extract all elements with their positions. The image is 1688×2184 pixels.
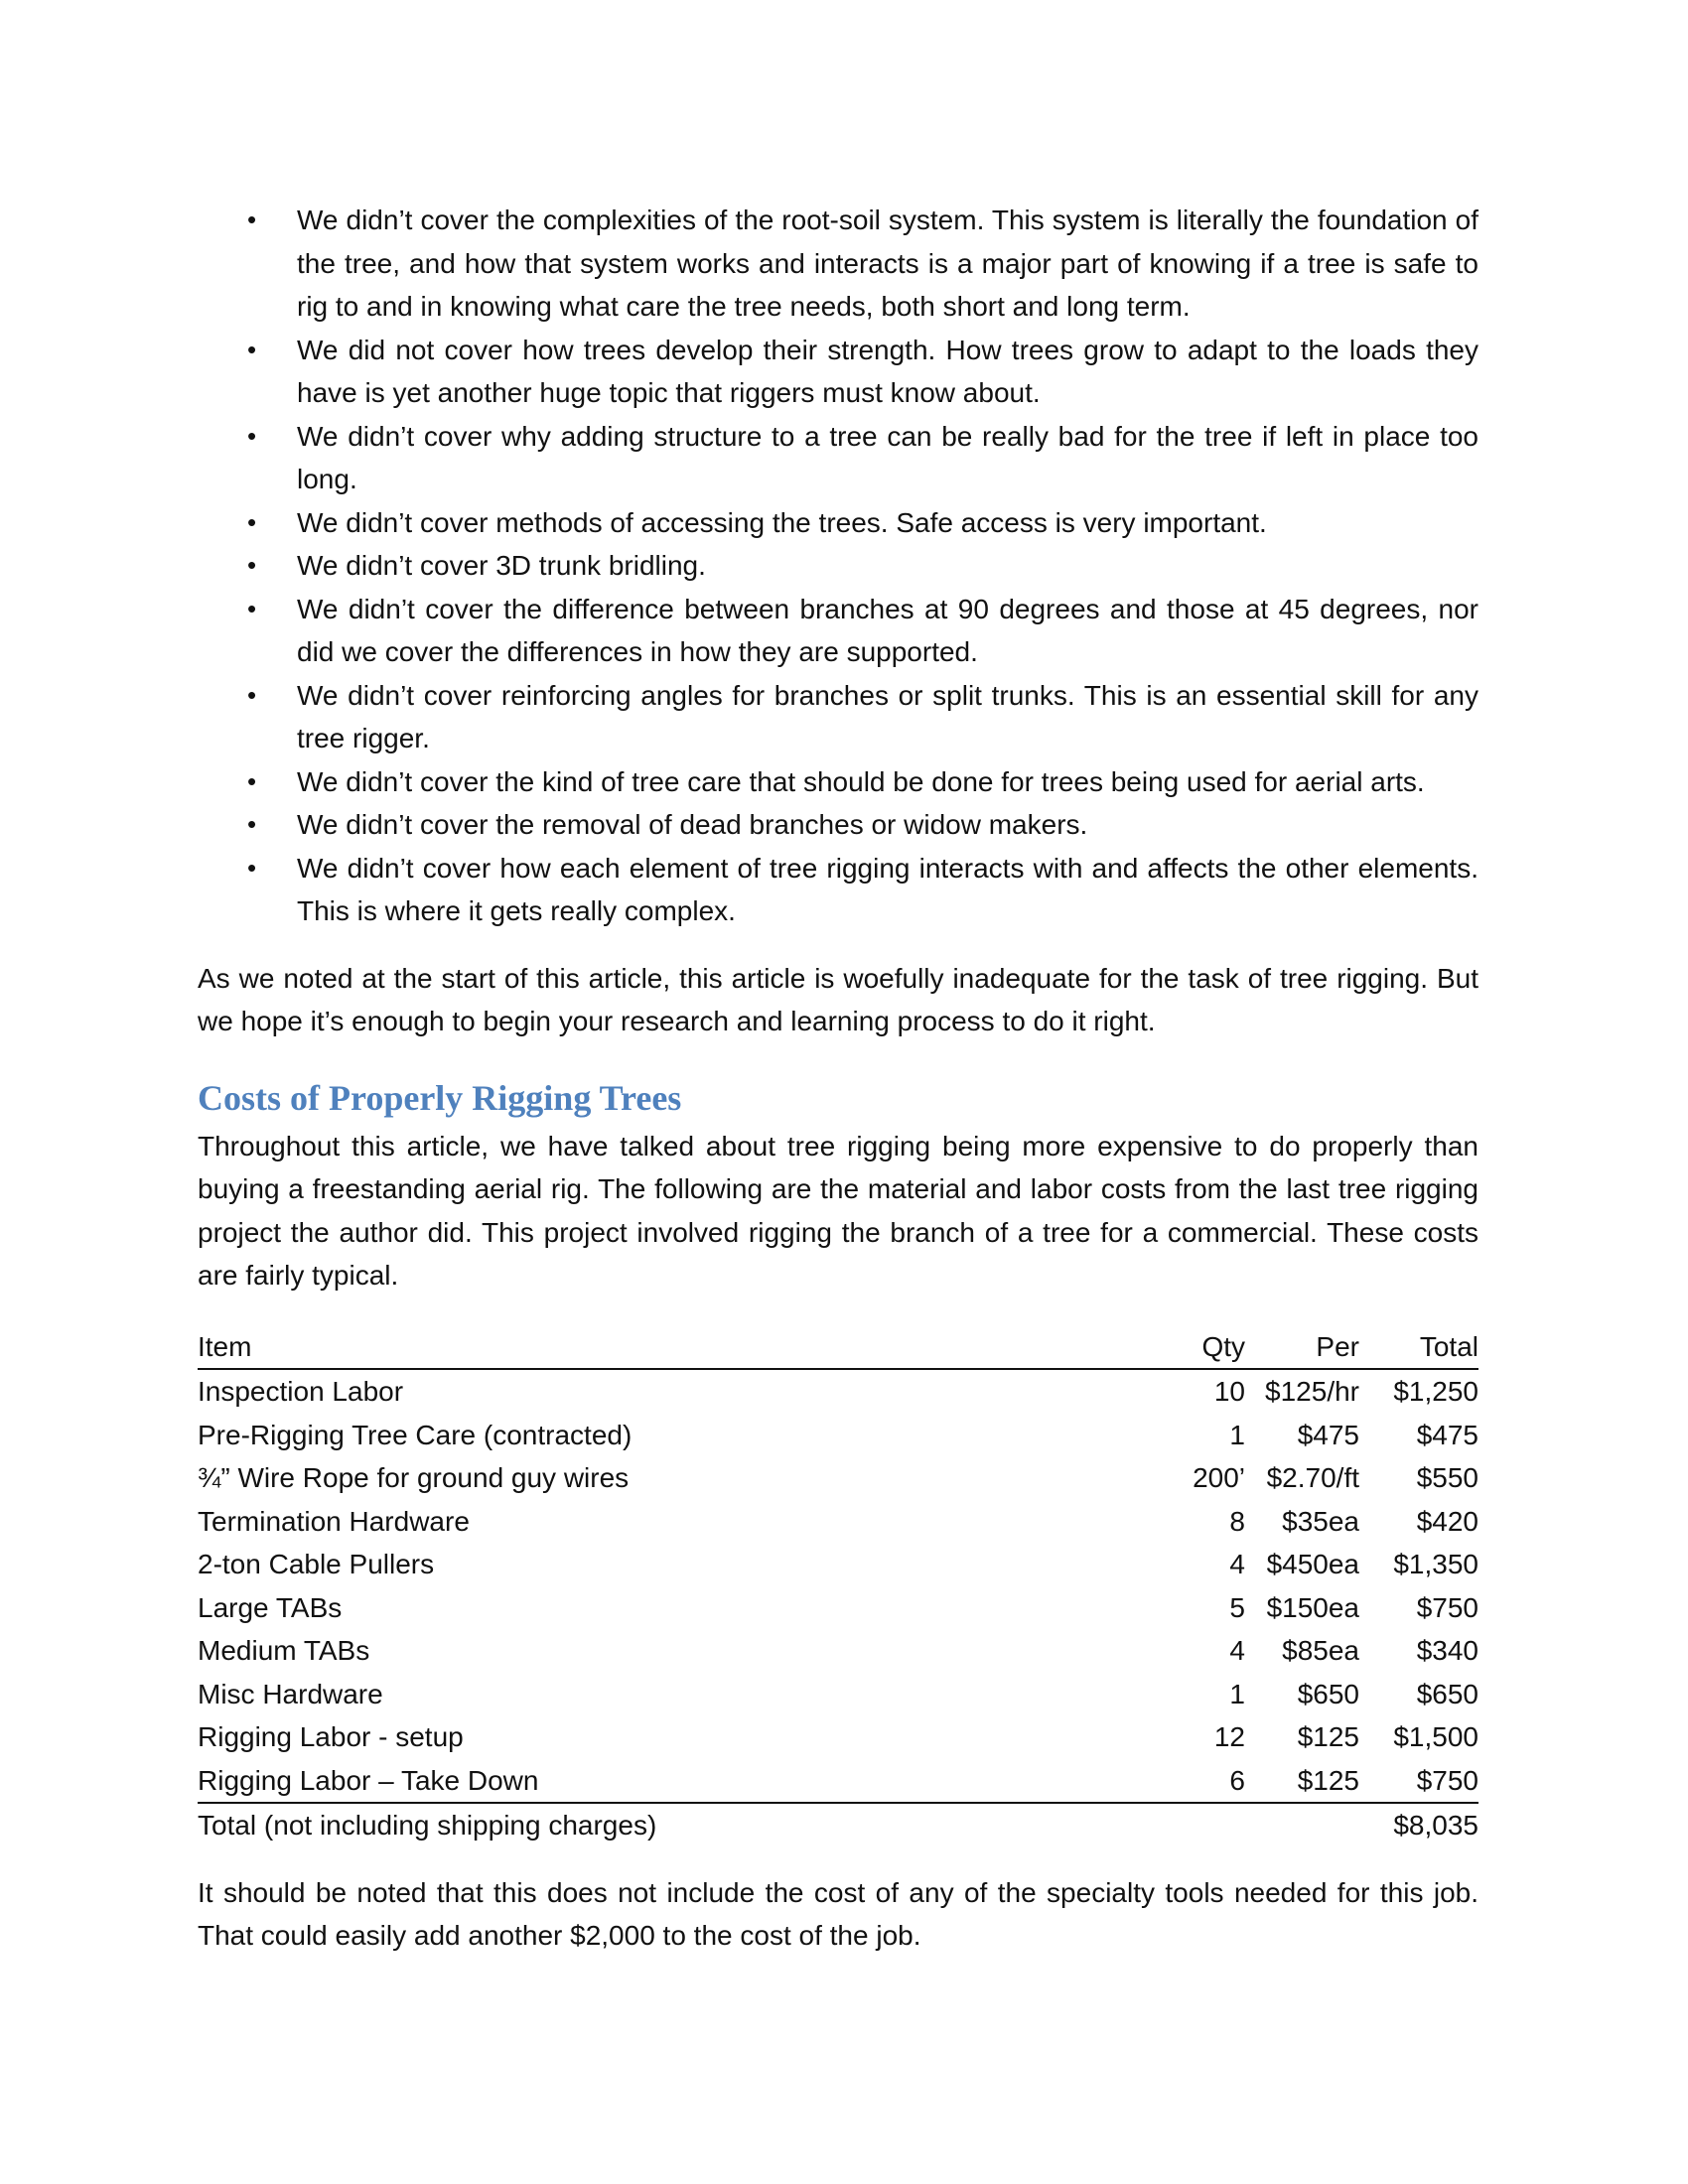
cell-total: $1,500 xyxy=(1393,1721,1478,1752)
cell-item: Large TABs xyxy=(198,1591,343,1623)
total-label: Total (not including shipping charges) xyxy=(198,1810,657,1841)
list-item-text: We didn’t cover the difference between branches at 90 degrees and those at 45 degrees, nor did we cover the differences in how they are supported. xyxy=(297,593,1478,667)
paragraph-conclusion: As we noted at the start of this article, this article is woefully inadequate for the task of tree rigging. But we hope it’s enough to begin your research and learning process to do it right. xyxy=(198,962,1478,1036)
cell-total: $475 xyxy=(1416,1419,1478,1450)
bullet-icon: • xyxy=(247,593,257,623)
section-heading: Costs of Properly Rigging Trees xyxy=(198,1077,682,1118)
table-row xyxy=(198,1586,1478,1630)
list-item-text: We didn’t cover how each element of tree rigging interacts with and affects the other elements. This is where it gets really complex. xyxy=(297,852,1478,926)
list-item xyxy=(198,329,1478,415)
grand-total-value: $8,035 xyxy=(1393,1810,1478,1841)
cell-qty: 200’ xyxy=(1193,1462,1245,1493)
table-total-row xyxy=(198,1803,1478,1847)
cell-item: Inspection Labor xyxy=(198,1376,404,1407)
list-item xyxy=(198,199,1478,329)
cell-qty: 1 xyxy=(1229,1678,1245,1709)
list-item xyxy=(198,415,1478,501)
table-row xyxy=(198,1414,1478,1457)
list-item xyxy=(198,501,1478,545)
cell-qty: 5 xyxy=(1229,1591,1245,1623)
cell-qty: 4 xyxy=(1229,1635,1245,1666)
bullet-icon: • xyxy=(247,765,257,796)
cell-per: $650 xyxy=(1297,1678,1359,1709)
cell-per: $125 xyxy=(1245,1759,1359,1804)
table-row xyxy=(198,1543,1478,1586)
list-item xyxy=(198,544,1478,588)
cell-qty: 10 xyxy=(1213,1376,1245,1407)
page-content xyxy=(198,199,1478,1958)
cell-item: Misc Hardware xyxy=(198,1678,383,1709)
cell-total: $340 xyxy=(1416,1635,1478,1666)
table-row xyxy=(198,1369,1478,1414)
cell-per: $2.70/ft xyxy=(1266,1462,1359,1493)
table-row xyxy=(198,1500,1478,1544)
list-item-text: We didn’t cover the kind of tree care that should be done for trees being used for aerial arts. xyxy=(297,765,1425,797)
cell-qty: 8 xyxy=(1229,1505,1245,1537)
list-item-text: We didn’t cover methods of accessing the trees. Safe access is very important. xyxy=(297,506,1267,538)
bullet-icon: • xyxy=(247,679,257,710)
cell-qty: 6 xyxy=(1171,1759,1245,1804)
bullet-icon: • xyxy=(247,809,257,839)
section-intro-paragraph: Throughout this article, we have talked about tree rigging being more expensive to do properly than buying a freestanding aerial rig. The following are the material and labor costs from the last tree rigging project the author did. This project involved rigging the branch of a tree for a commercial. These costs are fairly typical. xyxy=(198,1130,1478,1291)
bullet-icon: • xyxy=(247,334,257,364)
bullet-icon: • xyxy=(247,205,257,234)
cell-item: Pre-Rigging Tree Care (contracted) xyxy=(198,1419,633,1450)
list-item xyxy=(198,847,1478,933)
cell-per: $125/hr xyxy=(1265,1376,1359,1407)
list-item-text: We didn’t cover 3D trunk bridling. xyxy=(297,550,706,581)
bullet-icon: • xyxy=(247,420,257,451)
closing-note-paragraph: It should be noted that this does not include the cost of any of the specialty tools needed for this job. That could easily add another $2,000 to the cost of the job. xyxy=(198,1876,1478,1951)
cell-per: $450ea xyxy=(1266,1549,1359,1579)
list-item xyxy=(198,588,1478,674)
cell-total: $1,350 xyxy=(1393,1549,1478,1579)
table-row xyxy=(198,1759,1478,1804)
list-item-text: We didn’t cover the removal of dead branches or widow makers. xyxy=(297,809,1088,840)
cell-total: $420 xyxy=(1416,1505,1478,1537)
bullet-icon: • xyxy=(247,852,257,883)
cell-per: $150ea xyxy=(1266,1591,1359,1623)
list-item-text: We did not cover how trees develop their strength. How trees grow to adapt to the loads they have is yet another huge topic that riggers must know about. xyxy=(297,334,1478,408)
cell-total: $550 xyxy=(1416,1462,1478,1493)
column-header-per: Per xyxy=(1245,1325,1359,1370)
cost-table xyxy=(198,1325,1478,1847)
cell-per: $35ea xyxy=(1282,1505,1359,1537)
cell-item: Rigging Labor – Take Down xyxy=(198,1759,1171,1804)
column-header-total: Total xyxy=(1359,1325,1478,1370)
cell-qty: 12 xyxy=(1213,1721,1245,1752)
cell-per: $125 xyxy=(1297,1721,1359,1752)
cell-per-empty xyxy=(1245,1803,1359,1847)
cell-total: $750 xyxy=(1416,1591,1478,1623)
cell-item: Rigging Labor - setup xyxy=(198,1721,464,1752)
list-item xyxy=(198,674,1478,760)
bullet-icon: • xyxy=(247,550,257,580)
cell-total: $650 xyxy=(1416,1678,1478,1709)
column-header-item: Item xyxy=(198,1325,1171,1370)
cell-total: $750 xyxy=(1359,1759,1478,1804)
cell-item: 2-ton Cable Pullers xyxy=(198,1549,435,1579)
cell-per: $475 xyxy=(1297,1419,1359,1450)
table-row xyxy=(198,1629,1478,1673)
list-item xyxy=(198,760,1478,804)
bullet-icon: • xyxy=(247,506,257,537)
cell-item: Medium TABs xyxy=(198,1635,370,1666)
list-item-text: We didn’t cover why adding structure to a tree can be really bad for the tree if left in place too long. xyxy=(297,420,1478,494)
cell-item: ¾” Wire Rope for ground guy wires xyxy=(198,1462,630,1493)
cell-item: Termination Hardware xyxy=(198,1505,470,1537)
table-row xyxy=(198,1673,1478,1716)
table-header-row xyxy=(198,1325,1478,1370)
uncovered-topics-list xyxy=(198,199,1478,933)
table-row xyxy=(198,1715,1478,1759)
column-header-qty: Qty xyxy=(1171,1325,1245,1370)
list-item-text: We didn’t cover the complexities of the root-soil system. This system is literally the foundation of the tree, and how that system works and interacts is a major part of knowing if a tree is safe to rig to and in knowing what care the tree needs, both short and long term. xyxy=(297,205,1478,322)
cell-total: $1,250 xyxy=(1393,1376,1478,1407)
cell-qty: 4 xyxy=(1229,1549,1245,1579)
table-row xyxy=(198,1456,1478,1500)
list-item xyxy=(198,803,1478,847)
cell-per: $85ea xyxy=(1282,1635,1359,1666)
list-item-text: We didn’t cover reinforcing angles for branches or split trunks. This is an essential skill for any tree rigger. xyxy=(297,679,1478,753)
cell-qty-empty xyxy=(1171,1803,1245,1847)
cell-qty: 1 xyxy=(1229,1419,1245,1450)
